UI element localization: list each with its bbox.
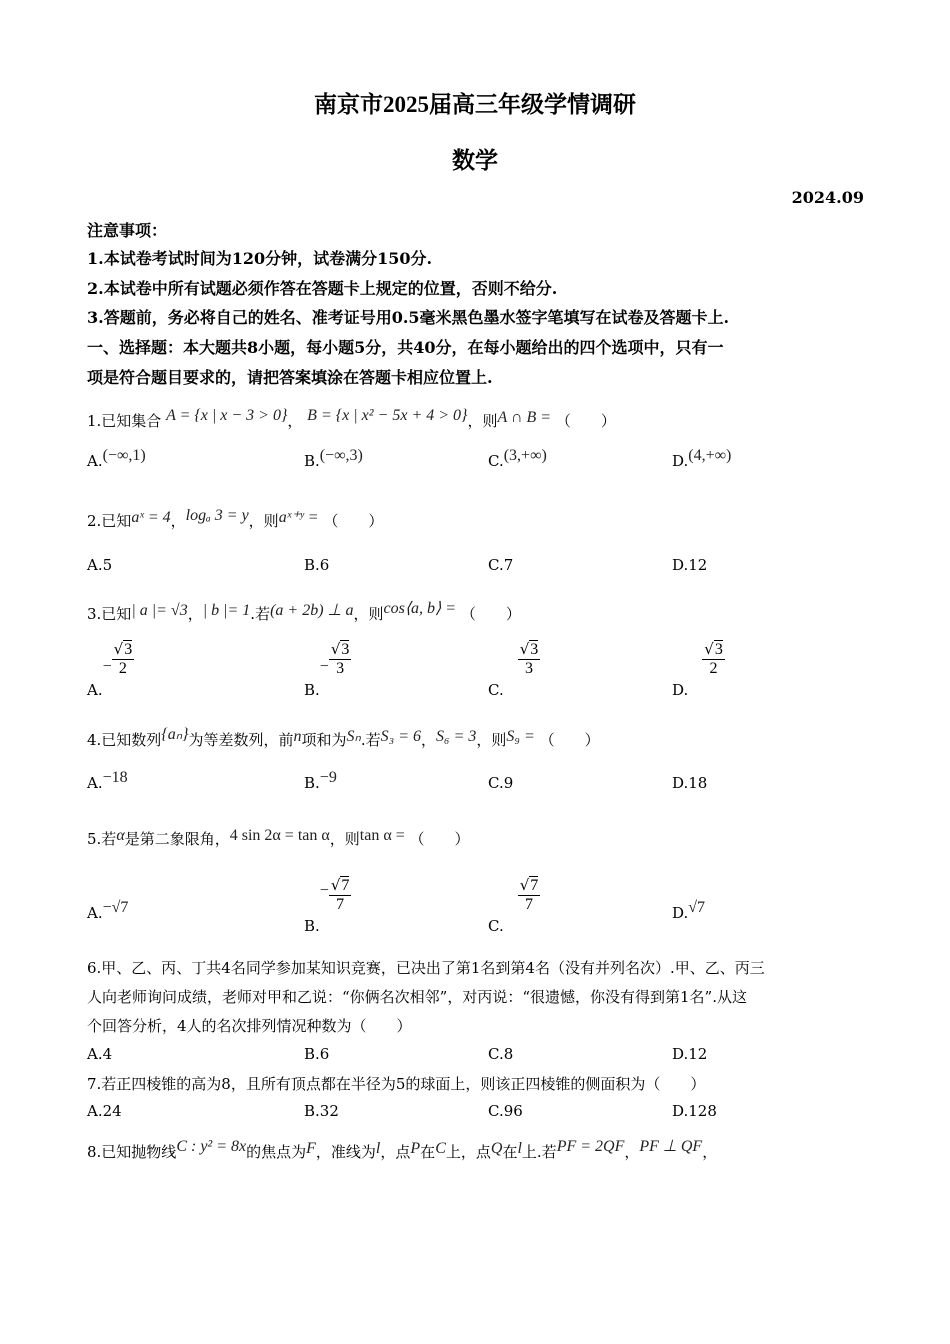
notice-item: 1.本试卷考试时间为120分钟，试卷满分150分.	[87, 249, 433, 268]
question-2: 2.已知aˣ = 4，logₐ 3 = y，则aˣ⁺ʸ = （ ）	[87, 507, 384, 530]
section-heading-cont: 项是符合题目要求的，请把答案填涂在答题卡相应位置上.	[87, 368, 493, 387]
q2-cond-2: logₐ 3 = y	[185, 507, 249, 524]
q2-cond-1: aˣ = 4	[131, 509, 171, 526]
page-title: 南京市2025届高三年级学情调研	[314, 92, 636, 117]
q8-text: 上.若	[521, 1143, 557, 1161]
q1-option-a: A.(−∞,1)	[87, 447, 146, 470]
q4-text: 为等差数列，前	[188, 731, 294, 749]
q1-set-a: A = {x | x − 3 > 0}	[166, 407, 288, 424]
q4-expr: S₉ =	[506, 728, 535, 745]
q3-option-d: D. $\frac{√3}{2}$	[672, 640, 723, 699]
q4-n: n	[293, 728, 302, 745]
question-6-line-1: 6.甲、乙、丙、丁共4名同学参加某知识竞赛，已决出了第1名到第4名（没有并列名次）.甲、乙、丙三	[87, 959, 765, 977]
q8-var: C	[435, 1140, 446, 1157]
q3-cond-1: | a |= √3	[131, 602, 188, 619]
subject-title: 数学	[452, 148, 498, 173]
q8-var: F	[306, 1140, 316, 1157]
notice-item: 3.答题前，务必将自己的姓名、准考证号用0.5毫米黑色墨水签字笔填写在试卷及答题卡上.	[87, 308, 730, 327]
q4-text: 项和为	[301, 731, 347, 749]
q2-option-d: D.12	[672, 556, 708, 574]
q3-cond-2: | b |= 1	[202, 602, 251, 619]
q8-var: l	[517, 1140, 522, 1157]
q8-curve: C : y² = 8x	[176, 1138, 247, 1155]
q4-paren: （ ）	[539, 731, 600, 749]
q4-option-b: B.−9	[304, 769, 337, 792]
q2-ask: ，则	[248, 512, 279, 530]
q2-paren: （ ）	[323, 512, 384, 530]
q5-prefix: 5.若	[87, 830, 117, 848]
question-4: 4.已知数列{aₙ}为等差数列，前n项和为Sₙ.若S₃ = 6，S₆ = 3，则S₉ = （ ）	[87, 726, 600, 749]
q5-text: 是第二象限角，	[124, 830, 230, 848]
q3-option-c: C. $\frac{√3}{3}$	[488, 640, 539, 699]
q7-option-b: B.32	[304, 1102, 339, 1120]
question-5	[87, 828, 470, 849]
q8-text: 在	[502, 1143, 518, 1161]
q7-option-d: D.128	[672, 1102, 717, 1120]
q7-option-a: A.24	[87, 1102, 122, 1120]
q3-expr: cos⟨a, b⟩ =	[383, 600, 457, 617]
q4-cond-2: S₆ = 3	[436, 728, 477, 745]
section-heading: 一、选择题：本大题共8小题，每小题5分，共40分，在每小题给出的四个选项中，只有一	[87, 338, 724, 357]
q1-option-c: C.(3,+∞)	[488, 447, 547, 470]
q3-option-a: A.− $\frac{√3}{2}$	[87, 640, 133, 699]
q8-text: ，准线为	[315, 1143, 376, 1161]
q8-comma: ，	[702, 1143, 718, 1161]
q5-option-a: A.−√7	[87, 899, 129, 922]
q8-var: P	[410, 1140, 421, 1157]
question-6-line-3: 个回答分析，4人的名次排列情况种数为（ ）	[87, 1017, 412, 1035]
q3-paren: （ ）	[460, 605, 521, 623]
q4-seq: {aₙ}	[161, 726, 189, 743]
q4-option-d: D.18	[672, 774, 708, 792]
q2-prefix: 2.已知	[87, 512, 132, 530]
q4-text: .若	[360, 731, 381, 749]
question-3: 3.已知| a |= √3，| b |= 1.若(a + 2b) ⊥ a，则cos⟨a, b⟩ = （ ）	[87, 600, 521, 623]
q5-cond: 4 sin 2α = tan α	[229, 827, 330, 844]
q5-option-b: B.− $\frac{√7}{7}$	[304, 876, 350, 935]
q5-option-d: D.√7	[672, 899, 706, 922]
q2-option-a: A.5	[87, 556, 113, 574]
q1-expr: A ∩ B =	[497, 409, 552, 426]
q1-option-d: D.(4,+∞)	[672, 447, 732, 470]
q5-expr: tan α =	[359, 827, 405, 844]
q5-ask: ，则	[329, 830, 360, 848]
q8-text: 上，点	[445, 1143, 491, 1161]
q8-text: 在	[420, 1143, 436, 1161]
q3-mid: .若	[250, 605, 271, 623]
q3-option-b: B.− $\frac{√3}{3}$	[304, 640, 350, 699]
q6-option-c: C.8	[488, 1045, 514, 1063]
q1-prefix: 1.已知集合	[87, 412, 162, 430]
question-1: 1.已知集合 A = {x | x − 3 > 0}， B = {x | x² − 5x + 4 > 0}，则A ∩ B = （ ）	[87, 407, 616, 430]
q3-cond-3: (a + 2b) ⊥ a	[270, 602, 354, 619]
question-8: 8.已知抛物线C : y² = 8x的焦点为F，准线为l，点P在C上，点Q在l上.若PF = 2QF，PF ⊥ QF，	[87, 1138, 718, 1161]
q4-option-a: A.−18	[87, 769, 128, 792]
q3-ask: ，则	[353, 605, 384, 623]
q6-option-d: D.12	[672, 1045, 708, 1063]
q1-option-b: B.(−∞,3)	[304, 447, 363, 470]
q1-paren: （ ）	[555, 412, 616, 430]
q4-option-c: C.9	[488, 774, 514, 792]
q2-expr: aˣ⁺ʸ =	[278, 509, 319, 526]
q5-paren: （ ）	[409, 830, 470, 848]
exam-date: 2024.09	[791, 188, 864, 207]
q7-option-c: C.96	[488, 1102, 523, 1120]
q2-option-b: B.6	[304, 556, 330, 574]
q4-ask: ，则	[476, 731, 507, 749]
q6-option-b: B.6	[304, 1045, 330, 1063]
q6-option-a: A.4	[87, 1045, 113, 1063]
q2-option-c: C.7	[488, 556, 514, 574]
q1-ask: ，则	[467, 412, 498, 430]
q4-prefix: 4.已知数列	[87, 731, 162, 749]
q8-cond-1: PF = 2QF	[556, 1138, 625, 1155]
q3-prefix: 3.已知	[87, 605, 132, 623]
q8-var: Q	[490, 1140, 503, 1157]
q1-set-b: B = {x | x² − 5x + 4 > 0}	[307, 407, 468, 424]
q5-alpha: α	[116, 827, 125, 844]
q8-var: l	[375, 1140, 381, 1157]
q5-option-c: C. $\frac{√7}{7}$	[488, 876, 539, 935]
question-7: 7.若正四棱锥的高为8，且所有顶点都在半径为5的球面上，则该正四棱锥的侧面积为（ ）	[87, 1075, 706, 1093]
q8-text: 的焦点为	[246, 1143, 307, 1161]
q8-prefix: 8.已知抛物线	[87, 1143, 177, 1161]
q8-text: ，点	[380, 1143, 411, 1161]
notice-heading: 注意事项：	[87, 221, 168, 240]
q4-sn: Sₙ	[346, 728, 361, 745]
q4-cond-1: S₃ = 6	[380, 728, 422, 745]
q8-cond-2: PF ⊥ QF	[639, 1138, 703, 1155]
notice-item: 2.本试卷中所有试题必须作答在答题卡上规定的位置，否则不给分.	[87, 279, 558, 298]
question-6-line-2: 人向老师询问成绩，老师对甲和乙说：“你俩名次相邻”，对丙说：“很遗憾，你没有得到第1名”.从这	[87, 988, 747, 1006]
